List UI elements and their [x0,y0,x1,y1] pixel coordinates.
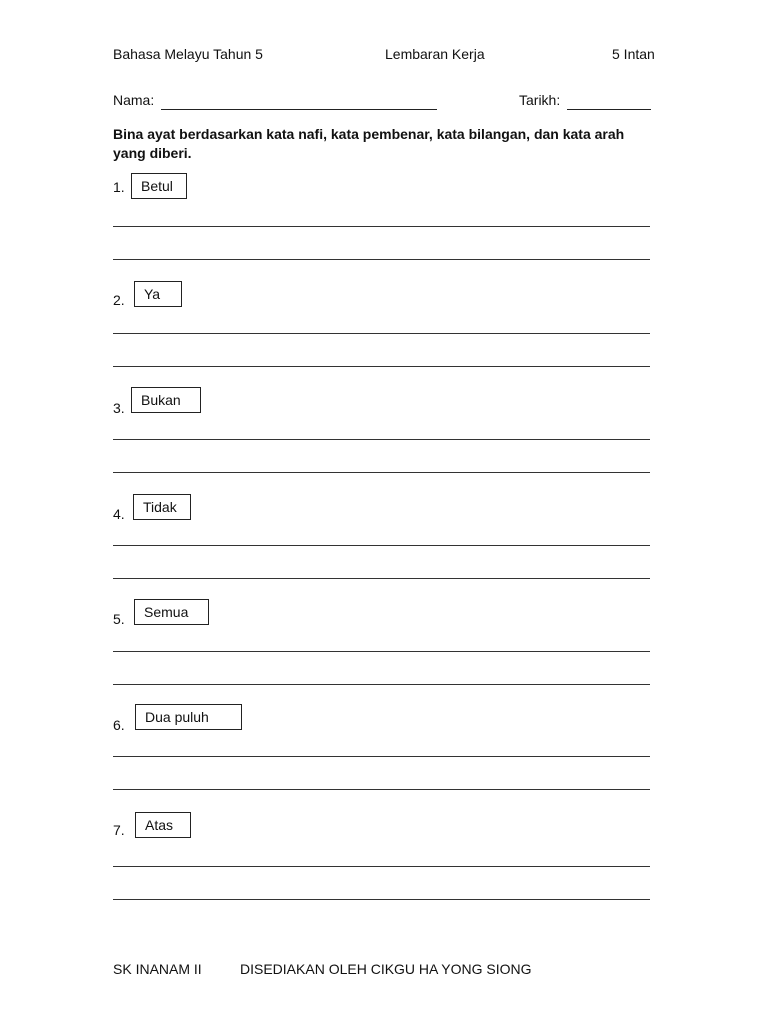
answer-line [113,756,650,757]
question-word-box: Betul [131,173,187,199]
question-number: 1. [113,179,125,195]
question-number: 5. [113,611,125,627]
answer-line [113,578,650,579]
subject-label: Bahasa Melayu Tahun 5 [113,46,263,62]
instruction-text: Bina ayat berdasarkan kata nafi, kata pembenar, kata bilangan, dan kata arah yang diberi. [113,126,625,161]
question-word-box: Semua [134,599,209,625]
question-word-box: Bukan [131,387,201,413]
answer-line [113,259,650,260]
name-field [113,92,437,110]
answer-line [113,651,650,652]
answer-line [113,472,650,473]
name-label: Nama: [113,92,155,108]
name-blank [161,92,437,110]
date-label: Tarikh: [519,92,561,108]
answer-line [113,226,650,227]
answer-line [113,545,650,546]
footer-school: SK INANAM II [113,961,202,977]
question-word-box: Atas [135,812,191,838]
footer-prepared-by: DISEDIAKAN OLEH CIKGU HA YONG SIONG [240,961,532,977]
question-number: 4. [113,506,125,522]
answer-line [113,333,650,334]
question-word-box: Ya [134,281,182,307]
question-number: 2. [113,292,125,308]
answer-line [113,366,650,367]
answer-line [113,439,650,440]
answer-line [113,684,650,685]
answer-line [113,866,650,867]
document-title: Lembaran Kerja [385,46,485,62]
date-blank [567,92,651,110]
answer-line [113,899,650,900]
question-number: 3. [113,400,125,416]
question-word-box: Tidak [133,494,191,520]
question-word-box: Dua puluh [135,704,242,730]
question-number: 6. [113,717,125,733]
class-label: 5 Intan [612,46,655,62]
answer-line [113,789,650,790]
question-number: 7. [113,822,125,838]
date-field [519,92,651,110]
